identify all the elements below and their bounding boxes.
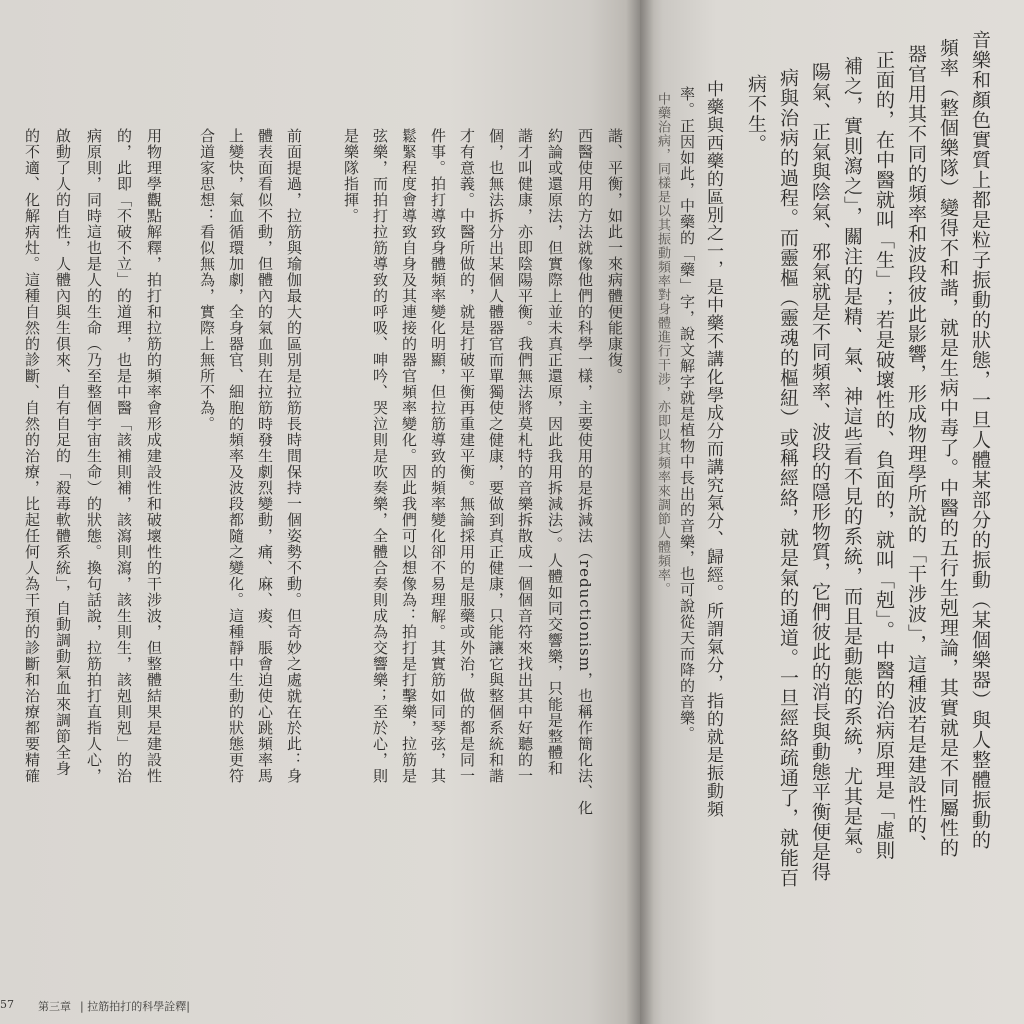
text-column: 用物理學觀點解釋，拍打和拉筋的頻率會形成建設性和破壞性的干涉波，但整體結果是建設性 [145, 128, 163, 784]
text-column: 音樂和顏色實質上都是粒子振動的狀態，一旦人體某部分的振動（某個樂器）與人整體振動的 [969, 30, 991, 850]
text-column: 病原則，同時這也是人的生命（乃至整個宇宙生命）的狀態。換句話說，拉筋拍打直指人心， [85, 128, 103, 784]
chapter-title: | 拉筋拍打的科學詮釋| [80, 1000, 190, 1013]
text-column: 個，也無法拆分出某個人體器官而單獨使之健康，要做到真正健康，只能讓它與整個系統和諧 [487, 128, 505, 784]
text-column: 正面的，在中醫就叫「生」；若是破壞性的、負面的，就叫「剋」。中醫的治病原理是「虛則 [873, 50, 895, 861]
right-page [640, 0, 1024, 1024]
text-column: 病不生。 [745, 74, 767, 154]
text-column: 諧、平衡，如此一來病體便能康復。 [606, 128, 624, 384]
text-column: 陽氣、正氣與陰氣、邪氣就是不同頻率、波段的隱形物質，它們彼此的消長與動態平衡便是得 [809, 62, 831, 882]
text-column: 合道家思想：看似無為，實際上無所不為。 [198, 128, 216, 432]
text-column: 頻率（整個樂隊）變得不和諧，就是生病中毒了。中醫的五行生剋理論，其實就是不同屬性的 [937, 38, 959, 858]
text-column: 補之，實則瀉之」，關注的是精、氣、神這些看不見的系統，而且是動態的系統，尤其是氣。 [841, 56, 863, 867]
page-number: 57 [0, 998, 14, 1011]
text-column: 弦樂，而拍打拉筋導致的呼吸、呻吟、哭泣則是吹奏樂，全體合奏則成為交響樂；至於心，則 [371, 128, 389, 784]
text-column: 是樂隊指揮。 [342, 128, 360, 224]
text-column: 件事。拍打導致身體頻率變化明顯，但拉筋導致的頻率變化卻不易理解。其實筋如同琴弦，其 [429, 128, 447, 784]
text-column: 約論或還原法，但實際上並未真正還原，因此我用拆減法）。人體如同交響樂，只能是整體和 [546, 128, 564, 777]
text-column: 上變快，氣血循環加劇，全身器官、細胞的頻率及波段都隨之變化。這種靜中生動的狀態更符 [227, 128, 245, 784]
text-column: 啟動了人的自性，人體內與生俱來、自有自足的「殺毒軟體系統」，自動調動氣血來調節全身 [54, 128, 72, 777]
text-column: 才有意義。中醫所做的，就是打破平衡再重建平衡。無論採用的是服藥或外治，做的都是同一 [458, 128, 476, 784]
text-column: 中藥與西藥的區別之一，是中藥不講化學成分而講究氣分、歸經。所謂氣分，指的就是振動頻 [703, 80, 723, 818]
text-column: 中藥治病，同樣是以其振動頻率對身體進行干涉，亦即以其頻率來調節人體頻率。 [655, 92, 670, 596]
text-column: 器官用其不同的頻率和波段彼此影響，形成物理學所說的「干涉波」，這種波若是建設性的、 [905, 44, 927, 855]
text-column: 體表面看似不動，但體內的氣血則在拉筋時發生劇烈變動，痛、麻、痠、脹會迫使心跳頻率馬 [256, 128, 274, 784]
chapter-label: 第三章 [38, 1000, 71, 1013]
text-column: 前面提過，拉筋與瑜伽最大的區別是拉筋長時間保持一個姿勢不動。但奇妙之處就在於此：身 [285, 128, 303, 784]
text-column: 西醫使用的方法就像他們的科學一樣，主要使用的是拆減法（reductionism，也稱作簡化法、化 [576, 128, 594, 816]
text-column: 的不適、化解病灶。這種自然的診斷、自然的治療，比起任何人為干預的診斷和治療都要精確 [23, 128, 41, 784]
text-column: 病與治病的過程。而靈樞（靈魂的樞紐）或稱經絡，就是氣的通道。一旦經絡疏通了，就能百 [777, 68, 799, 888]
text-column: 的，此即「不破不立」的道理，也是中醫「該補則補，該瀉則瀉，該生則生，該剋則剋」的治 [115, 128, 133, 784]
text-column: 諧才叫健康，亦即陰陽平衡。我們無法將莫札特的音樂拆散成一個個音符來找出其中好聽的一 [516, 128, 534, 784]
text-column: 率。正因如此，中藥的「藥」字，說文解字就是植物中長出的音樂，也可說從天而降的音樂。 [678, 86, 696, 742]
text-column: 鬆緊程度會導致自身及其連接的器官頻率變化。因此我們可以想像為：拍打是打擊樂，拉筋是 [400, 128, 418, 784]
